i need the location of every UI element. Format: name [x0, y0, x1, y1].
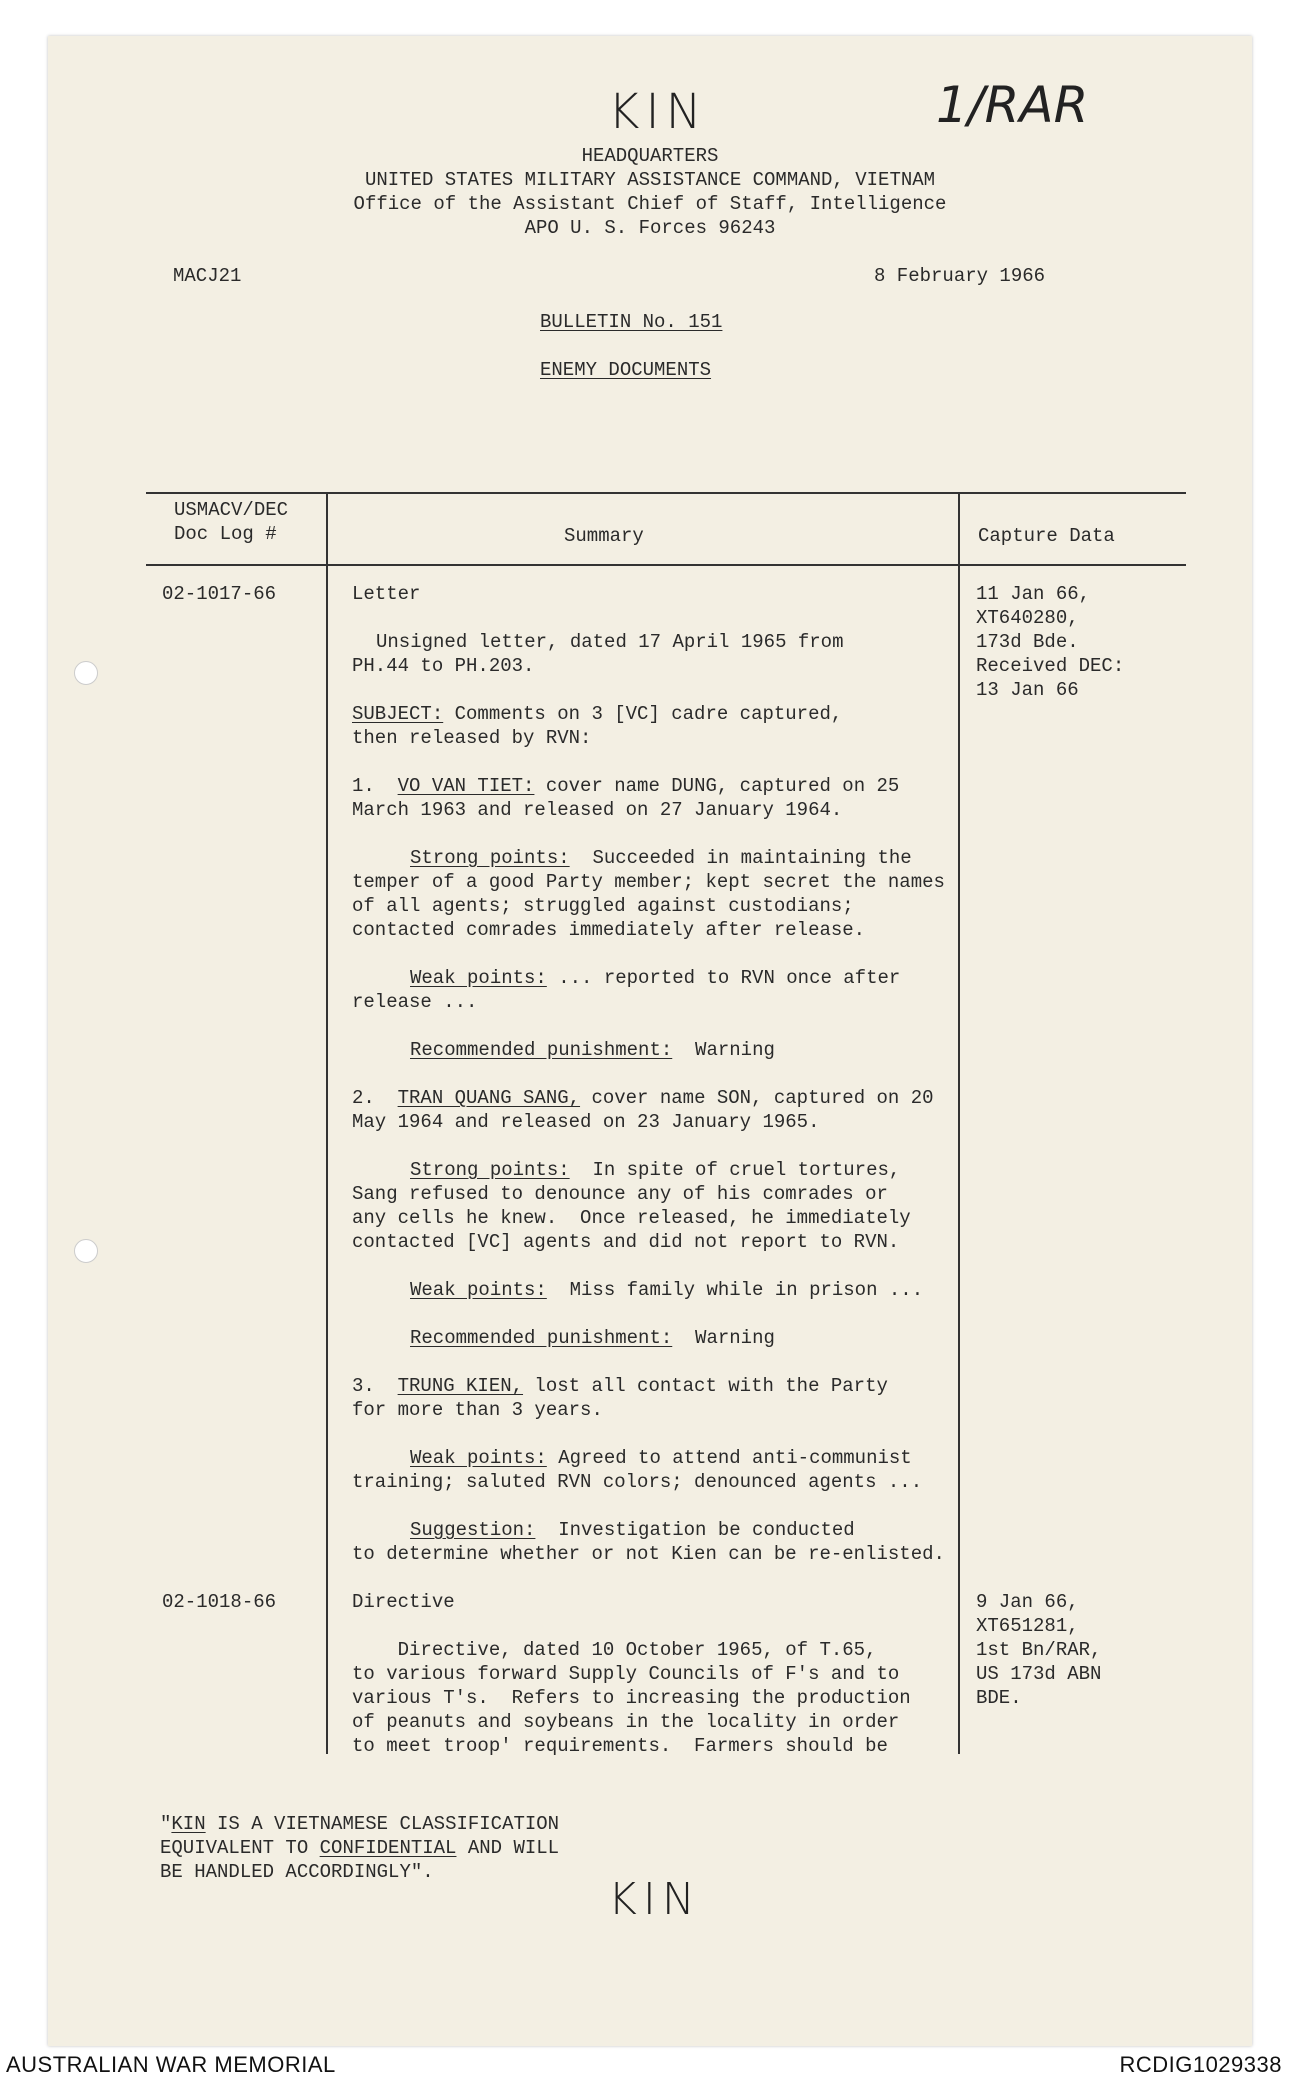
bulletin-subtitle: ENEMY DOCUMENTS [540, 359, 712, 381]
summary-text: PH.44 to PH.203. [352, 655, 535, 677]
strong-points-2 [410, 1158, 900, 1182]
document-type: Directive [352, 1591, 455, 1613]
capture-data-line: 11 Jan 66, [976, 583, 1091, 605]
summary-text: release ... [352, 991, 478, 1013]
classification-confidential: CONFIDENTIAL [319, 1837, 457, 1859]
summary-text: Directive, dated 10 October 1965, of T.65, [352, 1639, 877, 1661]
subject-label: SUBJECT: [352, 703, 444, 725]
capture-data-line: 173d Bde. [976, 631, 1079, 653]
strong-points-text: In spite of cruel tortures, [569, 1159, 901, 1181]
summary-text: contacted [VC] agents and did not report to RVN. [352, 1231, 900, 1253]
summary-text: contacted comrades immediately after release. [352, 919, 866, 941]
item-text: cover name DUNG, captured on 25 [534, 775, 900, 797]
suggestion [410, 1518, 855, 1542]
capture-data-line: 9 Jan 66, [976, 1591, 1079, 1613]
summary-text: any cells he knew. Once released, he immediately [352, 1207, 911, 1229]
doc-log-number: 02-1017-66 [162, 583, 277, 605]
classification-note-line-2 [160, 1836, 559, 1860]
item-name: TRAN QUANG SANG, [397, 1087, 581, 1109]
handwritten-kin-top: KIN [608, 84, 708, 140]
classification-kin: KIN [171, 1813, 206, 1835]
weak-points-label: Weak points: [410, 967, 547, 989]
classification-text: EQUIVALENT TO [160, 1837, 320, 1859]
subject-text: Comments on 3 [VC] cadre captured, [443, 703, 843, 725]
strong-points-1 [410, 846, 912, 870]
document-type: Letter [352, 583, 421, 605]
summary-text: to various forward Supply Councils of F's and to [352, 1663, 900, 1685]
summary-text: Sang refused to denounce any of his comrades or [352, 1183, 888, 1205]
summary-text: for more than 3 years. [352, 1399, 603, 1421]
capture-data-line: US 173d ABN [976, 1663, 1102, 1685]
weak-points-label: Weak points: [410, 1279, 547, 1301]
table-column-rule-right [958, 492, 960, 1754]
punishment-label: Recommended punishment: [410, 1327, 673, 1349]
weak-points-text: Agreed to attend anti-communist [546, 1447, 912, 1469]
header-line-3: Office of the Assistant Chief of Staff, Intelligence [353, 193, 947, 215]
classification-note-line-3: BE HANDLED ACCORDINGLY". [160, 1861, 434, 1883]
weak-points-2 [410, 1278, 923, 1302]
suggestion-text: Investigation be conducted [535, 1519, 855, 1541]
summary-text: of all agents; struggled against custodians; [352, 895, 854, 917]
weak-points-text: ... reported to RVN once after [546, 967, 901, 989]
punishment-text: Warning [672, 1039, 775, 1061]
capture-data-header: Capture Data [978, 525, 1115, 547]
summary-text: temper of a good Party member; kept secret the names [352, 871, 945, 893]
strong-points-text: Succeeded in maintaining the [569, 847, 912, 869]
summary-text: May 1964 and released on 23 January 1965. [352, 1111, 820, 1133]
subject-line [352, 702, 842, 726]
punishment-text: Warning [672, 1327, 775, 1349]
table-column-rule-left [326, 492, 328, 1754]
handwritten-kin-bottom: KIN [608, 1874, 701, 1925]
weak-points-text: Miss family while in prison ... [546, 1279, 924, 1301]
punch-hole [74, 661, 98, 685]
capture-data-line: XT640280, [976, 607, 1079, 629]
footer-record-id: RCDIG1029338 [1119, 2052, 1282, 2077]
table-top-rule [146, 492, 1186, 494]
summary-text: then released by RVN: [352, 727, 592, 749]
item-3 [352, 1374, 888, 1398]
weak-points-label: Weak points: [410, 1447, 547, 1469]
capture-data-line: 1st Bn/RAR, [976, 1639, 1102, 1661]
capture-data-line: Received DEC: [976, 655, 1125, 677]
summary-text: various T's. Refers to increasing the production [352, 1687, 911, 1709]
recommended-punishment-1 [410, 1038, 775, 1062]
item-name: VO VAN TIET: [397, 775, 535, 797]
doc-log-number: 02-1018-66 [162, 1591, 277, 1613]
doc-log-header-2: Doc Log # [174, 523, 277, 545]
capture-data-line: 13 Jan 66 [976, 679, 1079, 701]
strong-points-label: Strong points: [410, 847, 570, 869]
classification-note-line-1 [160, 1812, 559, 1836]
bulletin-number: BULLETIN No. 151 [540, 311, 723, 333]
document-date: 8 February 1966 [874, 265, 1046, 287]
item-name: TRUNG KIEN, [397, 1375, 524, 1397]
punch-hole [74, 1239, 98, 1263]
summary-text: of peanuts and soybeans in the locality in order [352, 1711, 900, 1733]
table-header-rule [146, 564, 1186, 566]
summary-text: March 1963 and released on 27 January 1964. [352, 799, 843, 821]
handwritten-unit-mark: 1/RAR [936, 76, 1089, 134]
reference-code: MACJ21 [173, 265, 242, 287]
recommended-punishment-2 [410, 1326, 775, 1350]
weak-points-3 [410, 1446, 912, 1470]
doc-log-header-1: USMACV/DEC [174, 499, 289, 521]
item-2 [352, 1086, 934, 1110]
item-number: 2. [352, 1087, 398, 1109]
footer-archive-name: AUSTRALIAN WAR MEMORIAL [6, 2052, 336, 2077]
summary-text: training; saluted RVN colors; denounced agents ... [352, 1471, 923, 1493]
item-text: lost all contact with the Party [523, 1375, 888, 1397]
summary-text: to determine whether or not Kien can be re-enlisted. [352, 1543, 945, 1565]
header-line-1: HEADQUARTERS [581, 145, 719, 167]
item-number: 1. [352, 775, 398, 797]
summary-text: Unsigned letter, dated 17 April 1965 from [376, 631, 844, 653]
header-line-2: UNITED STATES MILITARY ASSISTANCE COMMAND, VIETNAM [364, 169, 936, 191]
summary-text: to meet troop' requirements. Farmers should be [352, 1735, 888, 1757]
quote-mark: " [160, 1813, 172, 1835]
capture-data-line: BDE. [976, 1687, 1022, 1709]
header-line-4: APO U. S. Forces 96243 [524, 217, 776, 239]
suggestion-label: Suggestion: [410, 1519, 536, 1541]
item-number: 3. [352, 1375, 398, 1397]
classification-text: IS A VIETNAMESE CLASSIFICATION [205, 1813, 560, 1835]
item-text: cover name SON, captured on 20 [580, 1087, 934, 1109]
capture-data-line: XT651281, [976, 1615, 1079, 1637]
strong-points-label: Strong points: [410, 1159, 570, 1181]
item-1 [352, 774, 899, 798]
document-page [48, 36, 1252, 2046]
classification-text: AND WILL [456, 1837, 560, 1859]
weak-points-1 [410, 966, 900, 990]
summary-header: Summary [564, 525, 644, 547]
punishment-label: Recommended punishment: [410, 1039, 673, 1061]
